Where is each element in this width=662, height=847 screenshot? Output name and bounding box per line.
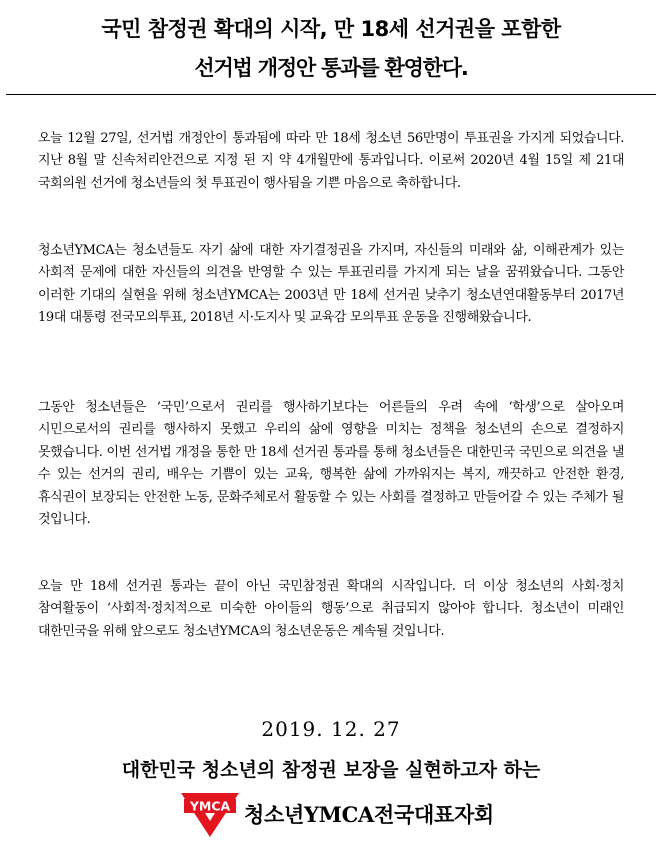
title-line-2: 선거법 개정안 통과를 환영한다. — [194, 56, 468, 80]
statement-date: 2019. 12. 27 — [261, 717, 401, 741]
ymca-triangle-logo-icon — [180, 790, 240, 838]
paragraph-1: 오늘 12월 27일, 선거법 개정안이 통과됨에 따라 만 18세 청소년 56만명이 투표권을 가지게 되었습니다. 지난 8월 말 신속처리안건으로 지정 된 지 약 4개월만에 통과입니다. 이로써 2020년 4월 15일 제 21대 국회의원 선거에 청소년들의 첫 투표권이 행사됨을 기쁜 마음으로 축하합니다. — [38, 131, 624, 191]
signer-line: 대한민국 청소년의 참정권 보장을 실현하고자 하는 — [121, 759, 541, 781]
paragraph-2: 청소년YMCA는 청소년들도 자기 삶에 대한 자기결정권을 가지며, 자신들의 미래와 삶, 이해관계가 있는 사회적 문제에 대한 자신들의 의견을 반영할 수 있는 투표권리를 가지게 되는 날을 꿈꿔왔습니다. 그동안 이러한 기대의 실현을 위해 청소년YMCA는 2003년 만 18세 선거권 낮추기 청소년연대활동부터 2017년 19대 대통령 전국모의투표, 2018년 시·도지사 및 교육감 모의투표 운동을 진행해왔습니다. — [38, 243, 624, 326]
paragraph-4: 오늘 만 18세 선거권 통과는 끝이 아닌 국민참정권 확대의 시작입니다. 더 이상 청소년의 사회·정치 참여활동이 ‘사회적·정치적으로 미숙한 아이들의 행동’으로 취급되지 않아야 합니다. 청소년이 미래인 대한민국을 위해 앞으로도 청소년YMCA의 청소년운동은 계속될 것입니다. — [38, 579, 624, 639]
title-line-1: 국민 참정권 확대의 시작, 만 18세 선거권을 포함한 — [101, 17, 561, 41]
paragraph-3: 그동안 청소년들은 ‘국민’으로서 권리를 행사하기보다는 어른들의 우려 속에 ‘학생’으로 살아오며 시민으로서의 권리를 행사하지 못했고 우리의 삶에 영향을 미치는 정책을 청소년의 손으로 결정하지 못했습니다. 이번 선거법 개정을 통한 만 18세 선거권 통과를 통해 청소년들은 대한민국 국민으로 의견을 낼 수 있는 선거의 권리, 배우는 기쁨이 있는 교육, 행복한 삶에 가까워지는 복지, 깨끗하고 안전한 환경, 휴식권이 보장되는 안전한 노동, 문화주체로서 활동할 수 있는 사회를 결정하고 만들어갈 수 있는 주체가 될 것입니다. — [38, 400, 624, 528]
title-divider — [6, 94, 656, 95]
organization-name: 청소년YMCA전국대표자회 — [244, 802, 494, 827]
organization-signature — [180, 790, 494, 840]
svg-text:YMCA: YMCA — [189, 798, 231, 814]
